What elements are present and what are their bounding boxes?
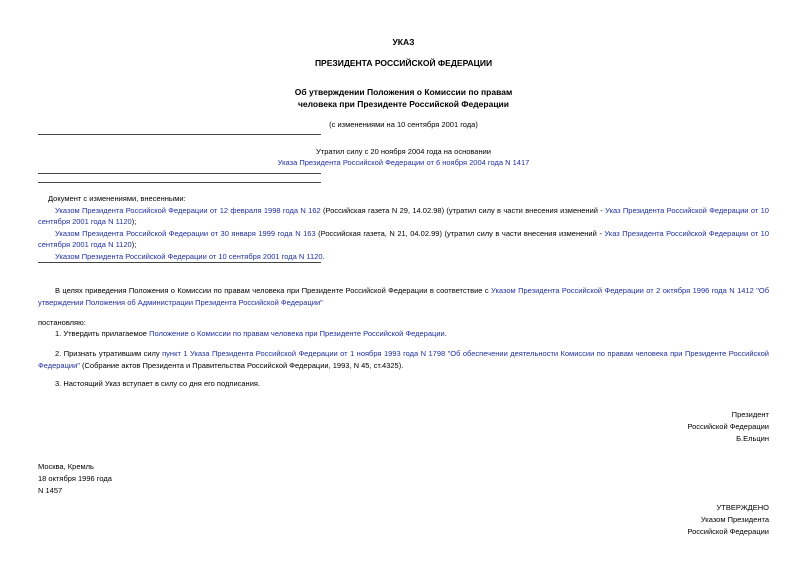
clause-3: 3. Настоящий Указ вступает в силу со дня его подписания. [55, 379, 261, 388]
signature-country: Российской Федерации [687, 422, 769, 431]
divider [38, 262, 321, 263]
changes-intro: Документ с изменениями, внесенными: [48, 194, 186, 203]
change-item-1-end: ); [131, 217, 137, 226]
clause-2-link[interactable]: пункт 1 Указа Президента Российской Федерации от 1 ноября 1993 года N 1798 "Об обеспечении деятельности Комиссии по правам человека при Президенте Российской Федерации" [38, 349, 769, 370]
approved-title: УТВЕРЖДЕНО [716, 503, 769, 512]
change-item-1-text: (Российская газета N 29, 14.02.98) (утратил силу в части внесения изменений - [320, 205, 606, 215]
clause-2-end: (Собрание актов Президента и Правительства Российской Федерации, 1993, N 45, ст.4325). [79, 360, 404, 370]
president-title: ПРЕЗИДЕНТА РОССИЙСКОЙ ФЕДЕРАЦИИ [314, 58, 493, 68]
decree-title: УКАЗ [392, 37, 415, 47]
amendment-note: (с изменениями на 10 сентября 2001 года) [329, 120, 478, 129]
change-item-2-link-2[interactable]: Указ Президента Российской Федерации от 10 сентября 2001 года N 1120 [38, 228, 769, 249]
preamble [38, 285, 769, 308]
decree-number: N 1457 [38, 486, 63, 495]
divider [38, 173, 321, 174]
change-item-1-link[interactable]: Указом Президента Российской Федерации от 12 февраля 1998 года N 162 [55, 205, 321, 215]
clause-1-link[interactable]: Положение о Комиссии по правам человека при Президенте Российской Федерации [149, 329, 445, 338]
approved-country: Российской Федерации [687, 527, 769, 536]
clause-2 [38, 348, 769, 371]
clause-1-text: 1. Утвердить прилагаемое [55, 329, 150, 338]
approved-by: Указом Президента [700, 515, 769, 524]
change-item-3 [38, 251, 769, 263]
divider [38, 134, 321, 135]
decree-word: постановляю: [38, 318, 86, 327]
change-item-2-link[interactable]: Указом Президента Российской Федерации от 30 января 1999 года N 163 [55, 228, 316, 238]
preamble-link[interactable]: Указом Президента Российской Федерации от 2 октября 1996 года N 1412 "Об утверждении Положения об Администрации Президента Российской Федерации" [38, 286, 770, 307]
lapse-link[interactable]: Указа Президента Российской Федерации от 6 ноября 2004 года N 1417 [277, 158, 530, 167]
clause-1-end: . [444, 329, 447, 338]
date: 18 октября 1996 года [38, 474, 112, 483]
change-item-3-end: . [322, 251, 325, 261]
change-item-1-link-2[interactable]: Указ Президента Российской Федерации от 10 сентября 2001 года N 1120 [38, 205, 769, 226]
change-item-1 [38, 205, 769, 228]
change-item-2-end: ); [131, 240, 137, 249]
place-date-block [38, 461, 112, 497]
divider [38, 182, 321, 183]
subject-line-1: Об утверждении Положения о Комиссии по правам [294, 87, 513, 97]
subject-line-2: человека при Президенте Российской Федерации [297, 99, 510, 109]
change-item-3-link[interactable]: Указом Президента Российской Федерации от 10 сентября 2001 года N 1120 [55, 251, 323, 261]
clause-1 [38, 328, 769, 340]
approved-block [687, 502, 769, 538]
change-item-2-text: (Российская газета, N 21, 04.02.99) (утратил силу в части внесения изменений - [315, 228, 605, 238]
signature-title: Президент [731, 410, 769, 419]
clause-2-text: 2. Признать утратившим силу [55, 349, 163, 358]
signature-block [687, 409, 769, 445]
signature-name: Б.Ельцин [736, 434, 769, 443]
changes-block [38, 193, 769, 262]
place: Москва, Кремль [38, 462, 94, 471]
change-item-2 [38, 228, 769, 251]
preamble-text: В целях приведения Положения о Комиссии по правам человека при Президенте Российской Федерации в соответствие с [55, 286, 492, 295]
lapse-text: Утратил силу с 20 ноября 2004 года на основании [316, 147, 491, 156]
